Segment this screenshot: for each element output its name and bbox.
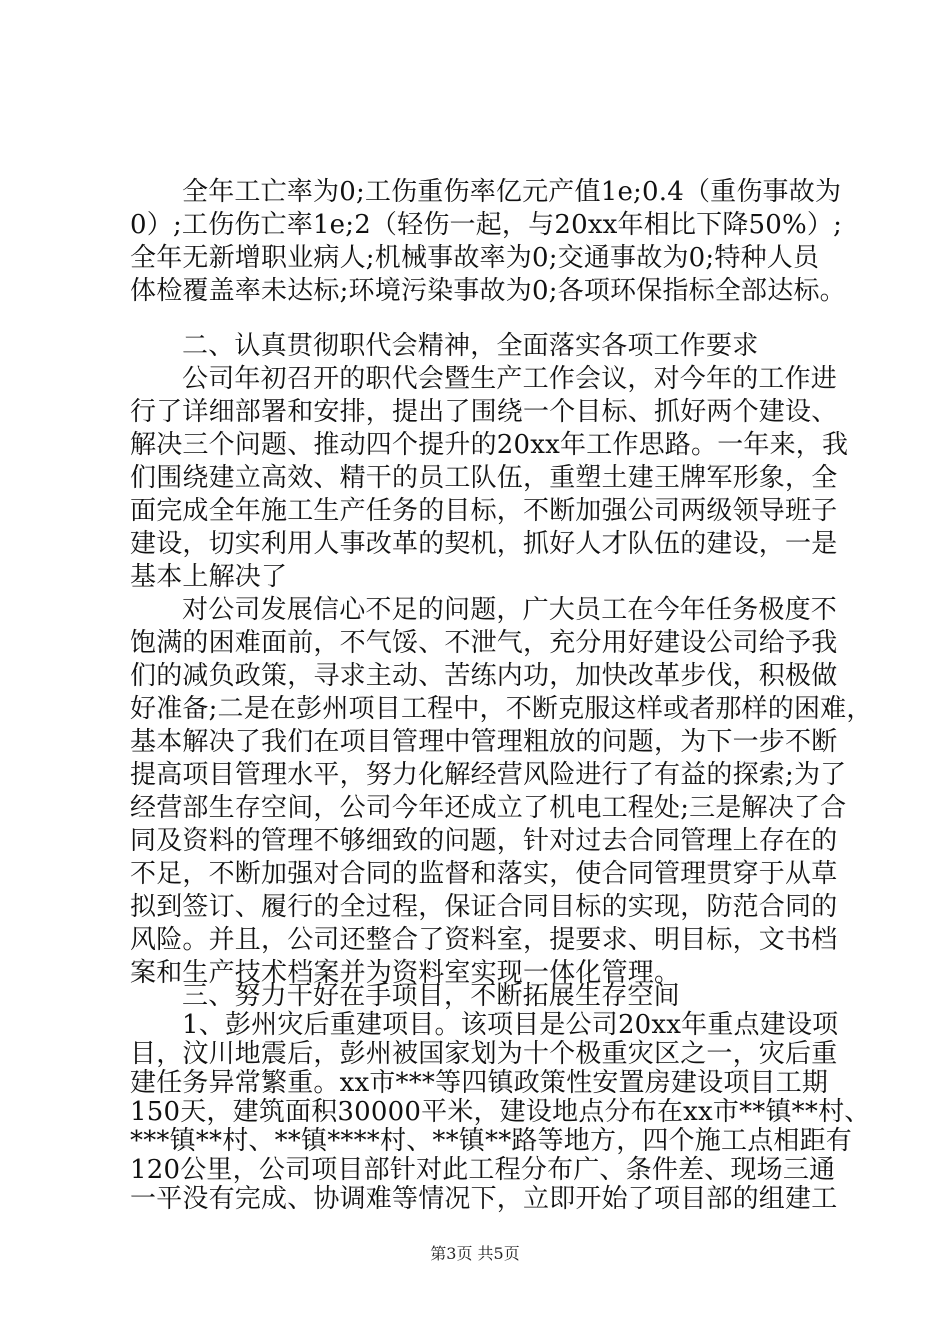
text-line: 基本解决了我们在项目管理中管理粗放的问题，为下一步不断 — [130, 727, 838, 757]
text-line: 面完成全年施工生产任务的目标，不断加强公司两级领导班子 — [130, 496, 838, 526]
text-line: 基本上解决了 — [130, 562, 288, 592]
text-line: 风险。并且，公司还整合了资料室，提要求、明目标，文书档 — [130, 925, 838, 955]
text-line: 建任务异常繁重。xx市***等四镇政策性安置房建设项目工期 — [130, 1068, 829, 1098]
text-line: 们的减负政策，寻求主动、苦练内功，加快改革步伐，积极做 — [130, 661, 838, 691]
section-heading: 三、努力干好在手项目，不断拓展生存空间 — [182, 981, 680, 1011]
text-line: 同及资料的管理不够细致的问题，针对过去合同管理上存在的 — [130, 826, 838, 856]
text-line: 150天，建筑面积30000平米，建设地点分布在xx市**镇**村、 — [130, 1097, 871, 1127]
text-line: 们围绕建立高效、精干的员工队伍，重塑土建王牌军形象，全 — [130, 463, 838, 493]
text-line: 经营部生存空间，公司今年还成立了机电工程处;三是解决了合 — [130, 793, 847, 823]
text-line: 一平没有完成、协调难等情况下，立即开始了项目部的组建工 — [130, 1184, 838, 1214]
text-line: 对公司发展信心不足的问题，广大员工在今年任务极度不 — [182, 595, 838, 625]
text-line: 目，汶川地震后，彭州被国家划为十个极重灾区之一，灾后重 — [130, 1039, 838, 1069]
text-line: 建设，切实利用人事改革的契机，抓好人才队伍的建设，一是 — [130, 529, 838, 559]
text-line: ***镇**村、**镇****村、**镇**路等地方，四个施工点相距有 — [130, 1126, 853, 1156]
text-line: 不足，不断加强对合同的监督和落实，使合同管理贯穿于从草 — [130, 859, 838, 889]
text-line: 案和生产技术档案并为资料室实现一体化管理。 — [130, 958, 681, 988]
text-line: 好准备;二是在彭州项目工程中，不断克服这样或者那样的困难， — [130, 694, 873, 724]
text-line: 1、彭州灾后重建项目。该项目是公司20xx年重点建设项 — [182, 1010, 839, 1040]
text-line: 120公里，公司项目部针对此工程分布广、条件差、现场三通 — [130, 1155, 836, 1185]
section-heading: 二、认真贯彻职代会精神，全面落实各项工作要求 — [182, 331, 759, 361]
text-line: 饱满的困难面前，不气馁、不泄气，充分用好建设公司给予我 — [130, 628, 838, 658]
text-line: 解决三个问题、推动四个提升的20xx年工作思路。一年来，我 — [130, 430, 849, 460]
text-line: 行了详细部署和安排，提出了围绕一个目标、抓好两个建设、 — [130, 397, 838, 427]
page-number-footer: 第3页 共5页 — [430, 1244, 520, 1263]
text-line: 0）;工伤伤亡率1e;2（轻伤一起，与20xx年相比下降50%）; — [130, 210, 843, 240]
text-line: 全年无新增职业病人;机械事故率为0;交通事故为0;特种人员 — [130, 243, 820, 273]
text-line: 拟到签订、履行的全过程，保证合同目标的实现，防范合同的 — [130, 892, 838, 922]
text-line: 提高项目管理水平，努力化解经营风险进行了有益的探索;为了 — [130, 760, 847, 790]
text-line: 全年工亡率为0;工伤重伤率亿元产值1e;0.4（重伤事故为 — [182, 177, 842, 207]
text-line: 体检覆盖率未达标;环境污染事故为0;各项环保指标全部达标。 — [130, 276, 846, 306]
text-line: 公司年初召开的职代会暨生产工作会议，对今年的工作进 — [182, 364, 838, 394]
